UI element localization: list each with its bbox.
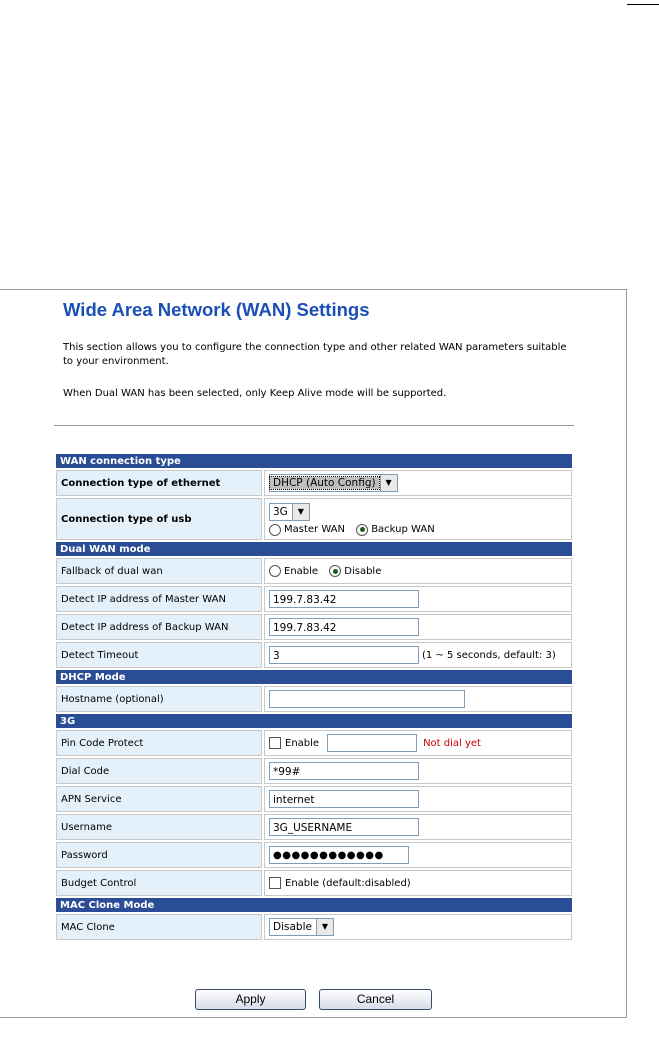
apn-label: APN Service (56, 786, 262, 812)
hostname-input[interactable] (269, 690, 465, 708)
dial-code-input[interactable]: *99# (269, 762, 419, 780)
detect-backup-cell (264, 614, 572, 640)
section-title: 3G (56, 714, 572, 728)
section-title: Dual WAN mode (56, 542, 572, 556)
section-header-dhcp (56, 670, 572, 684)
row-mac-clone (56, 914, 572, 940)
row-dial-code (56, 758, 572, 784)
detect-backup-input[interactable]: 199.7.83.42 (269, 618, 419, 636)
row-budget (56, 870, 572, 896)
row-hostname (56, 686, 572, 712)
fallback-disable-radio[interactable] (329, 565, 341, 577)
ethernet-type-cell (264, 470, 572, 496)
section-header-dual-wan (56, 542, 572, 556)
fallback-enable-radio[interactable] (269, 565, 281, 577)
password-label: Password (56, 842, 262, 868)
fallback-disable-label: Disable (344, 565, 382, 577)
usb-type-select[interactable] (269, 503, 310, 521)
fallback-cell (264, 558, 572, 584)
cancel-button[interactable]: Cancel (319, 989, 432, 1010)
divider (54, 425, 574, 426)
detect-master-cell (264, 586, 572, 612)
usb-backup-wan-radio[interactable] (356, 524, 368, 536)
hostname-cell (264, 686, 572, 712)
wan-settings-table (54, 452, 574, 942)
section-header-3g (56, 714, 572, 728)
username-label: Username (56, 814, 262, 840)
mac-clone-value: Disable (273, 921, 312, 933)
row-detect-backup (56, 614, 572, 640)
mac-clone-label: MAC Clone (56, 914, 262, 940)
usb-type-label: Connection type of usb (56, 498, 262, 540)
usb-master-wan-radio[interactable] (269, 524, 281, 536)
row-apn (56, 786, 572, 812)
password-input[interactable]: ●●●●●●●●●●●● (269, 846, 409, 864)
usb-type-value: 3G (273, 505, 288, 518)
pin-code-enable-label: Enable (285, 737, 320, 749)
detect-timeout-hint: (1 ~ 5 seconds, default: 3) (422, 649, 556, 661)
section-title: MAC Clone Mode (56, 898, 572, 912)
pin-code-cell (264, 730, 572, 756)
password-cell (264, 842, 572, 868)
usb-backup-wan-label: Backup WAN (371, 524, 435, 535)
detect-timeout-label: Detect Timeout (56, 642, 262, 668)
usb-master-wan-label: Master WAN (284, 524, 345, 535)
apn-input[interactable]: internet (269, 790, 419, 808)
ethernet-type-value: DHCP (Auto Config) (270, 477, 379, 489)
dial-code-cell (264, 758, 572, 784)
row-detect-master (56, 586, 572, 612)
page-title: Wide Area Network (WAN) Settings (63, 299, 370, 320)
page-description: This section allows you to configure the connection type and other related WAN parameters suitable to your environment. (63, 342, 567, 367)
mac-clone-select[interactable] (269, 918, 334, 936)
section-header-mac (56, 898, 572, 912)
dial-code-label: Dial Code (56, 758, 262, 784)
detect-timeout-input[interactable]: 3 (269, 646, 419, 664)
pin-code-label: Pin Code Protect (56, 730, 262, 756)
pin-code-enable-checkbox[interactable] (269, 737, 281, 749)
row-ethernet-type (56, 470, 572, 496)
fallback-label: Fallback of dual wan (56, 558, 262, 584)
budget-cell (264, 870, 572, 896)
apn-cell (264, 786, 572, 812)
username-cell (264, 814, 572, 840)
section-header-wan-type (56, 454, 572, 468)
row-usb-type (56, 498, 572, 540)
hostname-label: Hostname (optional) (56, 686, 262, 712)
section-title: DHCP Mode (56, 670, 572, 684)
page-corner-mark (627, 4, 659, 19)
ethernet-type-label: Connection type of ethernet (56, 470, 262, 496)
apply-button[interactable]: Apply (195, 989, 306, 1010)
budget-enable-checkbox[interactable] (269, 877, 281, 889)
row-detect-timeout (56, 642, 572, 668)
detect-master-label: Detect IP address of Master WAN (56, 586, 262, 612)
usb-type-cell (264, 498, 572, 540)
row-pin-code (56, 730, 572, 756)
row-username (56, 814, 572, 840)
detect-master-input[interactable]: 199.7.83.42 (269, 590, 419, 608)
fallback-enable-label: Enable (284, 565, 319, 577)
budget-enable-label: Enable (default:disabled) (285, 877, 411, 889)
ethernet-type-select[interactable] (269, 474, 398, 492)
mac-clone-cell (264, 914, 572, 940)
pin-code-input[interactable] (327, 734, 417, 752)
chevron-down-icon[interactable]: ▼ (380, 475, 397, 491)
detect-backup-label: Detect IP address of Backup WAN (56, 614, 262, 640)
row-fallback (56, 558, 572, 584)
budget-label: Budget Control (56, 870, 262, 896)
row-password (56, 842, 572, 868)
username-input[interactable]: 3G_USERNAME (269, 818, 419, 836)
dual-wan-note: When Dual WAN has been selected, only Keep Alive mode will be supported. (63, 388, 447, 399)
dial-status-text: Not dial yet (423, 737, 481, 749)
chevron-down-icon[interactable]: ▼ (292, 504, 309, 520)
chevron-down-icon[interactable]: ▼ (316, 919, 333, 935)
section-title: WAN connection type (56, 454, 572, 468)
detect-timeout-cell (264, 642, 572, 668)
